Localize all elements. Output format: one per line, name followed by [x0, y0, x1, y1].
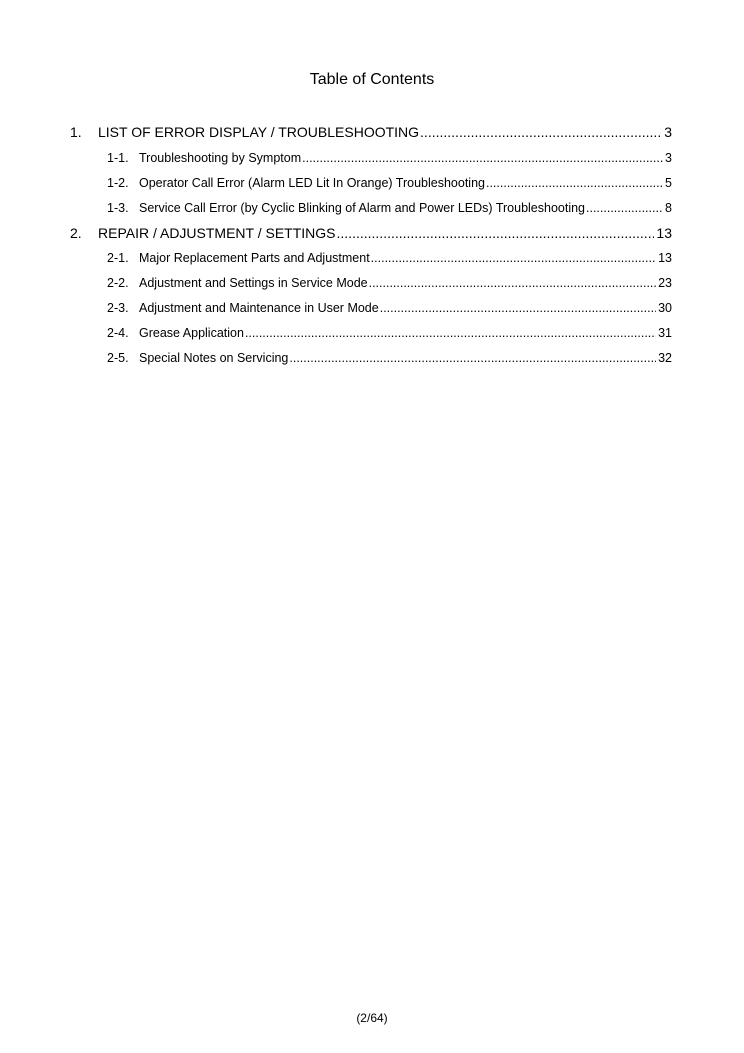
dot-leader — [380, 301, 656, 315]
toc-entry-2-4[interactable] — [70, 326, 672, 340]
toc-entry-page: 13 — [658, 251, 672, 265]
toc-entry-label: Operator Call Error (Alarm LED Lit In Orange) Troubleshooting — [139, 176, 485, 190]
page-number-footer: (2/64) — [356, 1011, 388, 1025]
toc-entry-2-1[interactable] — [70, 251, 672, 265]
toc-entry-1-1[interactable] — [70, 151, 672, 165]
toc-entry-label: Grease Application — [139, 326, 244, 340]
toc-entry-page: 30 — [658, 301, 672, 315]
toc-entry-page: 23 — [658, 276, 672, 290]
toc-entry-1-3[interactable] — [70, 201, 672, 215]
dot-leader — [586, 201, 663, 215]
dot-leader — [420, 124, 662, 140]
dot-leader — [337, 225, 655, 241]
dot-leader — [486, 176, 663, 190]
toc-entry-number: 1-3. — [107, 201, 129, 215]
toc-entry-page: 13 — [656, 225, 672, 241]
page-title: Table of Contents — [309, 71, 435, 88]
toc-entry-page: 3 — [665, 151, 672, 165]
toc-entry-label: LIST OF ERROR DISPLAY / TROUBLESHOOTING — [98, 124, 420, 140]
dot-leader — [369, 276, 656, 290]
toc-entry-1-2[interactable] — [70, 176, 672, 190]
toc-entry-number: 1-2. — [107, 176, 129, 190]
toc-entry-number: 2-3. — [107, 301, 129, 315]
dot-leader — [245, 326, 656, 340]
toc-entry-label: Service Call Error (by Cyclic Blinking of Alarm and Power LEDs) Troubleshooting — [139, 201, 586, 215]
toc-entry-number: 2. — [70, 225, 82, 241]
toc-entry-number: 1. — [70, 124, 82, 140]
toc-entry-number: 2-2. — [107, 276, 129, 290]
toc-entry-page: 3 — [664, 124, 672, 140]
toc-entry-number: 2-4. — [107, 326, 129, 340]
toc-entry-page: 5 — [665, 176, 672, 190]
toc-entry-2-5[interactable] — [70, 351, 672, 365]
toc-entry-number: 1-1. — [107, 151, 129, 165]
toc-entry-label: Adjustment and Maintenance in User Mode — [139, 301, 379, 315]
toc-entry-page: 32 — [658, 351, 672, 365]
toc-entry-2[interactable] — [70, 225, 672, 241]
toc-entry-2-3[interactable] — [70, 301, 672, 315]
toc-entry-label: Special Notes on Servicing — [139, 351, 289, 365]
dot-leader — [371, 251, 656, 265]
toc-entry-label: REPAIR / ADJUSTMENT / SETTINGS — [98, 225, 336, 241]
dot-leader — [302, 151, 663, 165]
dot-leader — [289, 351, 656, 365]
toc-entry-number: 2-5. — [107, 351, 129, 365]
toc-entry-page: 31 — [658, 326, 672, 340]
toc-entry-label: Troubleshooting by Symptom — [139, 151, 302, 165]
toc-entry-label: Adjustment and Settings in Service Mode — [139, 276, 368, 290]
toc-entry-2-2[interactable] — [70, 276, 672, 290]
toc-entry-1[interactable] — [70, 124, 672, 140]
toc-entry-label: Major Replacement Parts and Adjustment — [139, 251, 370, 265]
toc-entry-page: 8 — [665, 201, 672, 215]
toc-entry-number: 2-1. — [107, 251, 129, 265]
